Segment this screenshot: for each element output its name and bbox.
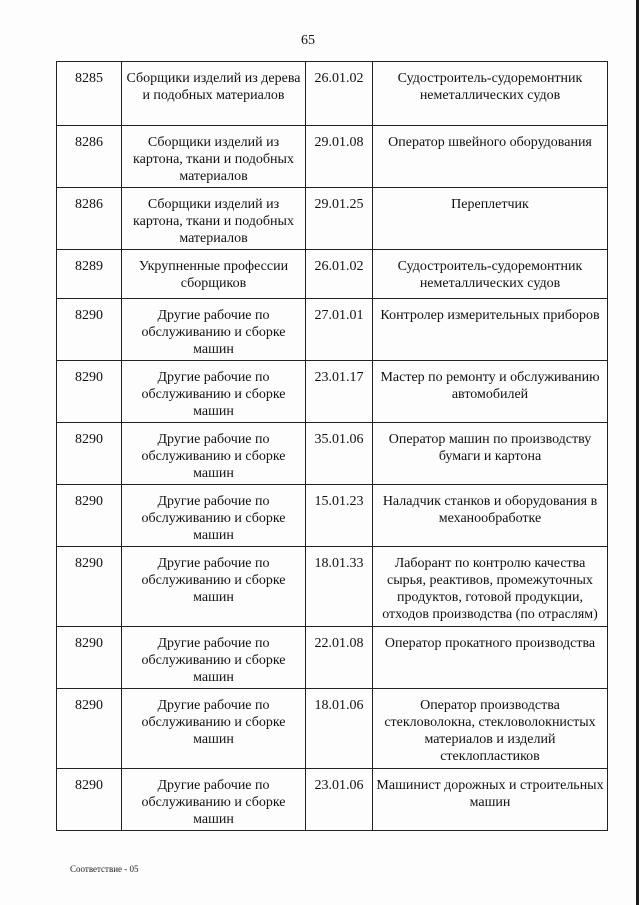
table-row xyxy=(57,689,608,769)
occupation-code-cell: 8290 xyxy=(57,769,122,831)
table-row xyxy=(57,423,608,485)
profession-correspondence-table xyxy=(56,61,608,831)
specialty-code-cell: 26.01.02 xyxy=(306,250,373,299)
profession-name-cell: Оператор производства стекловолокна, стекловолокнистых материалов и изделий стеклопластиков xyxy=(373,689,608,769)
specialty-code-cell: 29.01.25 xyxy=(306,188,373,250)
table-row xyxy=(57,62,608,126)
specialty-code-cell: 15.01.23 xyxy=(306,485,373,547)
specialty-code-cell: 27.01.01 xyxy=(306,299,373,361)
occupation-code-cell: 8286 xyxy=(57,188,122,250)
specialty-code-cell: 22.01.08 xyxy=(306,627,373,689)
table-row xyxy=(57,299,608,361)
occupation-code-cell: 8290 xyxy=(57,627,122,689)
occupation-group-cell: Другие рабочие по обслуживанию и сборке машин xyxy=(122,423,306,485)
occupation-group-cell: Другие рабочие по обслуживанию и сборке машин xyxy=(122,361,306,423)
occupation-code-cell: 8290 xyxy=(57,689,122,769)
profession-name-cell: Оператор машин по производству бумаги и картона xyxy=(373,423,608,485)
profession-name-cell: Мастер по ремонту и обслуживанию автомобилей xyxy=(373,361,608,423)
occupation-group-cell: Сборщики изделий из картона, ткани и подобных материалов xyxy=(122,188,306,250)
profession-name-cell: Оператор швейного оборудования xyxy=(373,126,608,188)
table-row xyxy=(57,126,608,188)
occupation-group-cell: Сборщики изделий из картона, ткани и подобных материалов xyxy=(122,126,306,188)
occupation-code-cell: 8286 xyxy=(57,126,122,188)
specialty-code-cell: 23.01.17 xyxy=(306,361,373,423)
profession-name-cell: Судостроитель-судоремонтник неметаллических судов xyxy=(373,250,608,299)
occupation-group-cell: Другие рабочие по обслуживанию и сборке машин xyxy=(122,547,306,627)
occupation-code-cell: 8290 xyxy=(57,423,122,485)
table-row xyxy=(57,250,608,299)
table-row xyxy=(57,769,608,831)
profession-name-cell: Судостроитель-судоремонтник неметаллических судов xyxy=(373,62,608,126)
table-row xyxy=(57,188,608,250)
occupation-code-cell: 8290 xyxy=(57,547,122,627)
page-number: 65 xyxy=(301,33,315,48)
occupation-group-cell: Сборщики изделий из дерева и подобных материалов xyxy=(122,62,306,126)
specialty-code-cell: 26.01.02 xyxy=(306,62,373,126)
specialty-code-cell: 35.01.06 xyxy=(306,423,373,485)
profession-name-cell: Оператор прокатного производства xyxy=(373,627,608,689)
table-row xyxy=(57,627,608,689)
table-row xyxy=(57,547,608,627)
occupation-group-cell: Другие рабочие по обслуживанию и сборке машин xyxy=(122,299,306,361)
profession-name-cell: Лаборант по контролю качества сырья, реактивов, промежуточных продуктов, готовой продукции, отходов производства (по отраслям) xyxy=(373,547,608,627)
table-body xyxy=(57,62,608,831)
table-row xyxy=(57,485,608,547)
occupation-code-cell: 8290 xyxy=(57,485,122,547)
specialty-code-cell: 18.01.06 xyxy=(306,689,373,769)
specialty-code-cell: 18.01.33 xyxy=(306,547,373,627)
occupation-group-cell: Другие рабочие по обслуживанию и сборке машин xyxy=(122,627,306,689)
specialty-code-cell: 23.01.06 xyxy=(306,769,373,831)
footer-note: Соответствие - 05 xyxy=(70,864,139,874)
occupation-code-cell: 8289 xyxy=(57,250,122,299)
profession-name-cell: Машинист дорожных и строительных машин xyxy=(373,769,608,831)
occupation-group-cell: Другие рабочие по обслуживанию и сборке машин xyxy=(122,485,306,547)
profession-name-cell: Контролер измерительных приборов xyxy=(373,299,608,361)
specialty-code-cell: 29.01.08 xyxy=(306,126,373,188)
occupation-code-cell: 8290 xyxy=(57,299,122,361)
profession-name-cell: Наладчик станков и оборудования в механообработке xyxy=(373,485,608,547)
occupation-group-cell: Укрупненные профессии сборщиков xyxy=(122,250,306,299)
occupation-code-cell: 8290 xyxy=(57,361,122,423)
profession-name-cell: Переплетчик xyxy=(373,188,608,250)
table-row xyxy=(57,361,608,423)
occupation-code-cell: 8285 xyxy=(57,62,122,126)
occupation-group-cell: Другие рабочие по обслуживанию и сборке машин xyxy=(122,689,306,769)
occupation-group-cell: Другие рабочие по обслуживанию и сборке машин xyxy=(122,769,306,831)
